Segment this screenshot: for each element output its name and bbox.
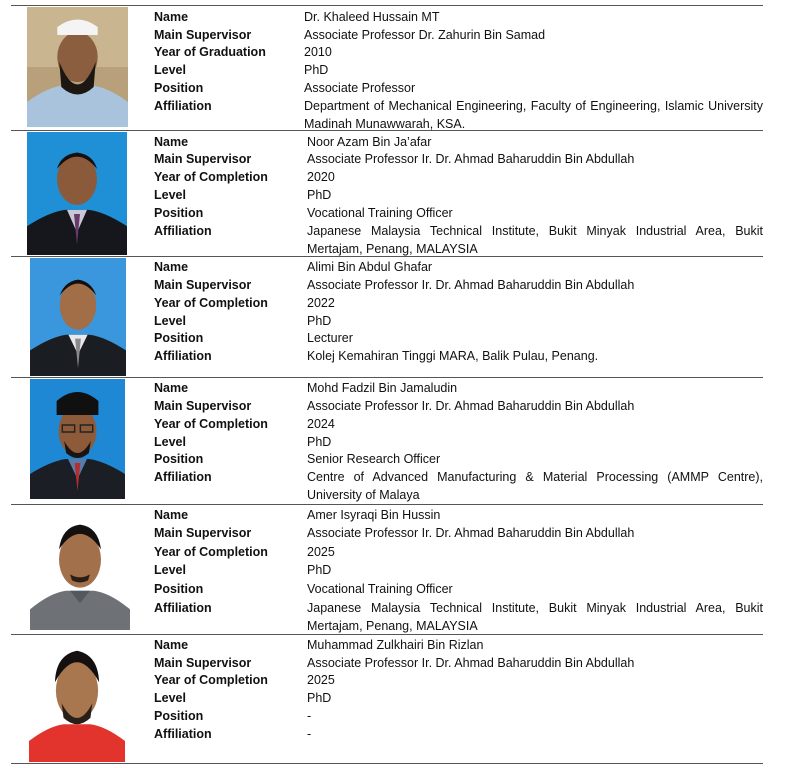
field-label-main-supervisor: Main Supervisor [154, 152, 252, 166]
field-label-level: Level [154, 63, 186, 77]
graduate-main-supervisor: Associate Professor Ir. Dr. Ahmad Baharuddin Bin Abdullah [307, 526, 635, 540]
graduate-year: 2025 [307, 545, 335, 559]
field-label-name: Name [154, 638, 189, 652]
graduate-main-supervisor: Associate Professor Ir. Dr. Ahmad Baharuddin Bin Abdullah [307, 278, 635, 292]
field-label-name: Name [154, 508, 189, 522]
graduate-affiliation: Japanese Malaysia Technical Institute, Bukit Minyak Industrial Area, Bukit Mertajam, Penang, MALAYSIA [307, 224, 763, 256]
field-label-level: Level [154, 314, 186, 328]
field-label-position: Position [154, 709, 204, 723]
field-label-year: Year of Completion [154, 545, 268, 559]
field-label-position: Position [154, 206, 204, 220]
graduate-entry-3 [11, 256, 763, 377]
field-label-year: Year of Completion [154, 673, 268, 687]
field-label-main-supervisor: Main Supervisor [154, 526, 252, 540]
graduate-level: PhD [307, 563, 332, 577]
graduate-name: Mohd Fadzil Bin Jamaludin [307, 381, 458, 395]
field-label-level: Level [154, 435, 186, 449]
graduate-position: Lecturer [307, 331, 353, 345]
graduate-name: Noor Azam Bin Ja’afar [307, 135, 432, 149]
graduate-position: Associate Professor [304, 81, 416, 95]
graduate-position: - [307, 709, 312, 723]
graduate-affiliation: Kolej Kemahiran Tinggi MARA, Balik Pulau, Penang. [307, 349, 599, 363]
graduate-position: Vocational Training Officer [307, 206, 453, 220]
field-label-position: Position [154, 452, 204, 466]
graduate-entry-6 [11, 634, 763, 764]
graduate-year: 2024 [307, 417, 335, 431]
field-label-level: Level [154, 691, 186, 705]
graduate-main-supervisor: Associate Professor Ir. Dr. Ahmad Baharuddin Bin Abdullah [307, 152, 635, 166]
field-label-name: Name [154, 381, 189, 395]
graduate-main-supervisor: Associate Professor Ir. Dr. Ahmad Baharuddin Bin Abdullah [307, 656, 635, 670]
field-label-position: Position [154, 81, 204, 95]
field-label-affiliation: Affiliation [154, 601, 212, 615]
field-label-year: Year of Graduation [154, 45, 266, 59]
graduate-name: Amer Isyraqi Bin Hussin [307, 508, 441, 522]
field-label-name: Name [154, 135, 189, 149]
graduate-entry-4 [11, 377, 763, 504]
graduate-year: 2025 [307, 673, 335, 687]
graduate-year: 2020 [307, 170, 335, 184]
graduate-affiliation: Department of Mechanical Engineering, Faculty of Engineering, Islamic University Madinah Munawwarah, KSA. [304, 99, 763, 131]
field-label-affiliation: Affiliation [154, 99, 212, 113]
graduate-main-supervisor: Associate Professor Ir. Dr. Ahmad Baharuddin Bin Abdullah [307, 399, 635, 413]
field-label-name: Name [154, 260, 189, 274]
graduate-entry-5 [11, 504, 763, 634]
field-label-main-supervisor: Main Supervisor [154, 399, 252, 413]
field-label-position: Position [154, 582, 204, 596]
field-label-year: Year of Completion [154, 296, 268, 310]
field-label-level: Level [154, 563, 186, 577]
graduate-position: Vocational Training Officer [307, 582, 453, 596]
field-label-affiliation: Affiliation [154, 727, 212, 741]
graduate-entry-1 [11, 5, 763, 130]
field-label-main-supervisor: Main Supervisor [154, 278, 252, 292]
graduate-level: PhD [307, 188, 332, 202]
graduate-level: PhD [304, 63, 329, 77]
field-label-year: Year of Completion [154, 170, 268, 184]
field-label-main-supervisor: Main Supervisor [154, 28, 252, 42]
graduate-entry-2 [11, 130, 763, 256]
field-label-year: Year of Completion [154, 417, 268, 431]
graduate-year: 2022 [307, 296, 335, 310]
graduate-name: Muhammad Zulkhairi Bin Rizlan [307, 638, 484, 652]
graduate-name: Dr. Khaleed Hussain MT [304, 10, 440, 24]
field-label-main-supervisor: Main Supervisor [154, 656, 252, 670]
graduate-affiliation: Centre of Advanced Manufacturing & Material Processing (AMMP Centre), University of Malaya [307, 470, 763, 502]
graduate-level: PhD [307, 435, 332, 449]
graduate-level: PhD [307, 691, 332, 705]
field-label-affiliation: Affiliation [154, 349, 212, 363]
graduate-affiliation: Japanese Malaysia Technical Institute, Bukit Minyak Industrial Area, Bukit Mertajam, Penang, MALAYSIA [307, 601, 763, 633]
graduate-level: PhD [307, 314, 332, 328]
graduate-main-supervisor: Associate Professor Dr. Zahurin Bin Samad [304, 28, 546, 42]
field-label-level: Level [154, 188, 186, 202]
graduate-position: Senior Research Officer [307, 452, 441, 466]
graduate-name: Alimi Bin Abdul Ghafar [307, 260, 433, 274]
field-label-name: Name [154, 10, 189, 24]
field-label-affiliation: Affiliation [154, 470, 212, 484]
field-label-position: Position [154, 331, 204, 345]
graduate-year: 2010 [304, 45, 332, 59]
graduate-affiliation: - [307, 727, 312, 741]
field-label-affiliation: Affiliation [154, 224, 212, 238]
